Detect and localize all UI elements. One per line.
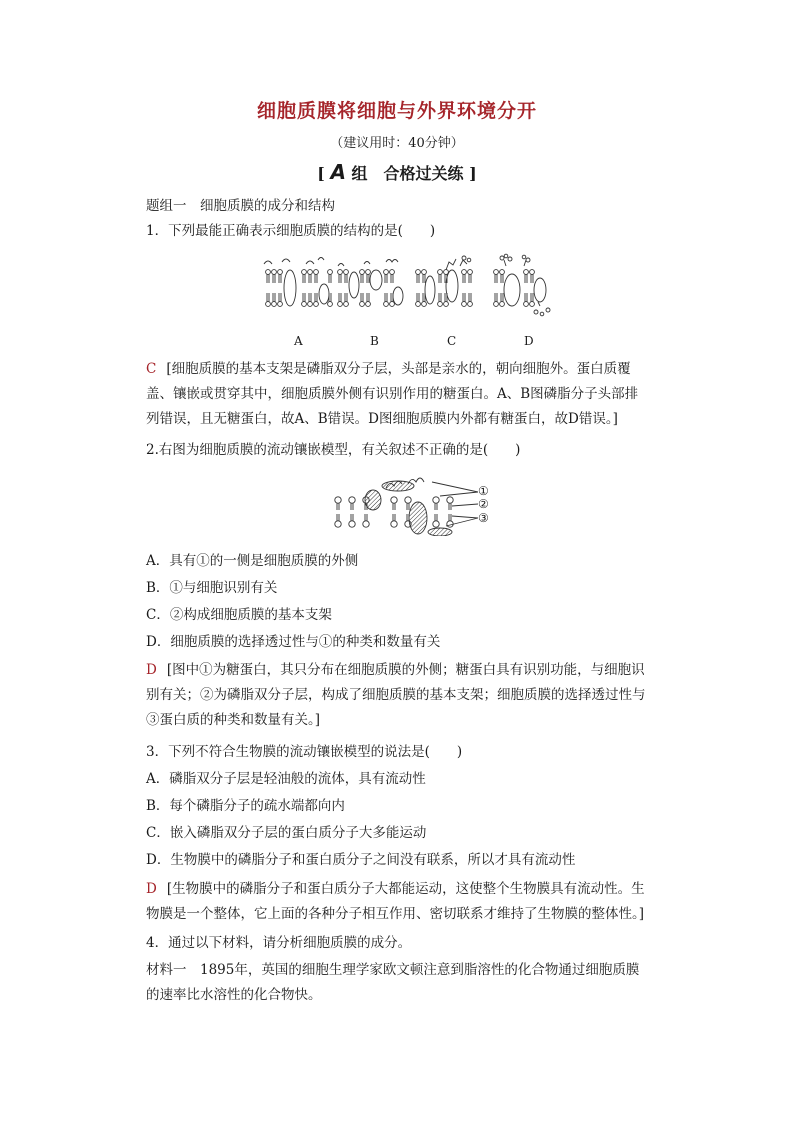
q2-option-d: D．细胞质膜的选择透过性与①的种类和数量有关 (146, 634, 441, 650)
q1-option-label-b: B (370, 334, 379, 348)
q1-explain-text: [细胞质膜的基本支架是磷脂双分子层，头部是亲水的，朝向细胞外。蛋白质覆盖、镶嵌或贯穿其中，细胞质膜外侧有识别作用的糖蛋白。A、B图磷脂分子头部排列错误，且无糖蛋白，故A、B错误。D图细胞质膜内外都有糖蛋白，故D错误。] (146, 361, 639, 427)
q3-explain-text: [生物膜中的磷脂分子和蛋白质分子大都能运动，这使整个生物膜具有流动性。生物膜是一个整体，它上面的各种分子相互作用、密切联系才维持了生物膜的整体性。] (146, 881, 645, 922)
q1-stem: 1．下列最能正确表示细胞质膜的结构的是( ) (146, 223, 436, 239)
q2-option-a: A．具有①的一侧是细胞质膜的外侧 (146, 553, 359, 569)
q4-material-1: 材料一 1895年，英国的细胞生理学家欧文顿注意到脂溶性的化合物通过细胞质膜的速率比水溶性的化合物快。 (146, 962, 640, 1003)
q1-membrane-figures (262, 252, 562, 318)
figure-a (264, 258, 332, 307)
group-bracket-left: [ (317, 164, 325, 183)
time-hint: （建议用时：40分钟） (330, 136, 464, 151)
q3-option-d: D．生物膜中的磷脂分子和蛋白质分子之间没有联系，所以才具有流动性 (146, 852, 576, 868)
q1-answer: C (146, 361, 157, 377)
q2-answer: D (146, 662, 157, 678)
group-text: 组 合格过关练 (351, 164, 464, 183)
q3-explanation (146, 877, 648, 927)
q2-option-c: C．②构成细胞质膜的基本支架 (146, 607, 332, 623)
question-group-heading: 题组一 细胞质膜的成分和结构 (146, 198, 335, 214)
q2-stem: 2.右图为细胞质膜的流动镶嵌模型，有关叙述不正确的是( ) (146, 442, 521, 458)
q2-label-3: ③ (478, 511, 489, 525)
q2-label-1: ① (478, 484, 489, 498)
q2-explain-text: [图中①为糖蛋白，其只分布在细胞质膜的外侧；糖蛋白具有识别功能，与细胞识别有关；②为磷脂双分子层，构成了细胞质膜的基本支架；细胞质膜的选择透过性与③蛋白质的种类和数量有关。] (146, 662, 646, 728)
figure-d (494, 254, 550, 316)
q1-option-label-a: A (294, 334, 303, 348)
q2-fluid-mosaic-figure (328, 470, 496, 536)
group-bracket-right: ] (469, 164, 477, 183)
q3-option-a: A．磷脂双分子层是轻油般的流体，具有流动性 (146, 771, 426, 787)
figure-c (416, 256, 473, 306)
q2-option-b: B．①与细胞识别有关 (146, 580, 278, 596)
q3-option-b: B．每个磷脂分子的疏水端都向内 (146, 798, 345, 814)
q3-option-c: C．嵌入磷脂双分子层的蛋白质分子大多能运动 (146, 825, 427, 841)
q2-explanation (146, 658, 648, 733)
q4-stem: 4．通过以下材料，请分析细胞质膜的成分。 (146, 935, 412, 951)
q3-stem: 3．下列不符合生物膜的流动镶嵌模型的说法是( ) (146, 744, 463, 760)
group-heading (0, 160, 794, 184)
q2-label-2: ② (478, 497, 489, 511)
q1-explanation (146, 357, 648, 432)
group-letter: A (330, 160, 346, 184)
q1-option-label-d: D (524, 334, 534, 348)
page-title: 细胞质膜将细胞与外界环境分开 (256, 100, 537, 122)
q1-option-label-c: C (447, 334, 457, 348)
q3-answer: D (146, 881, 157, 897)
figure-b (338, 260, 403, 307)
